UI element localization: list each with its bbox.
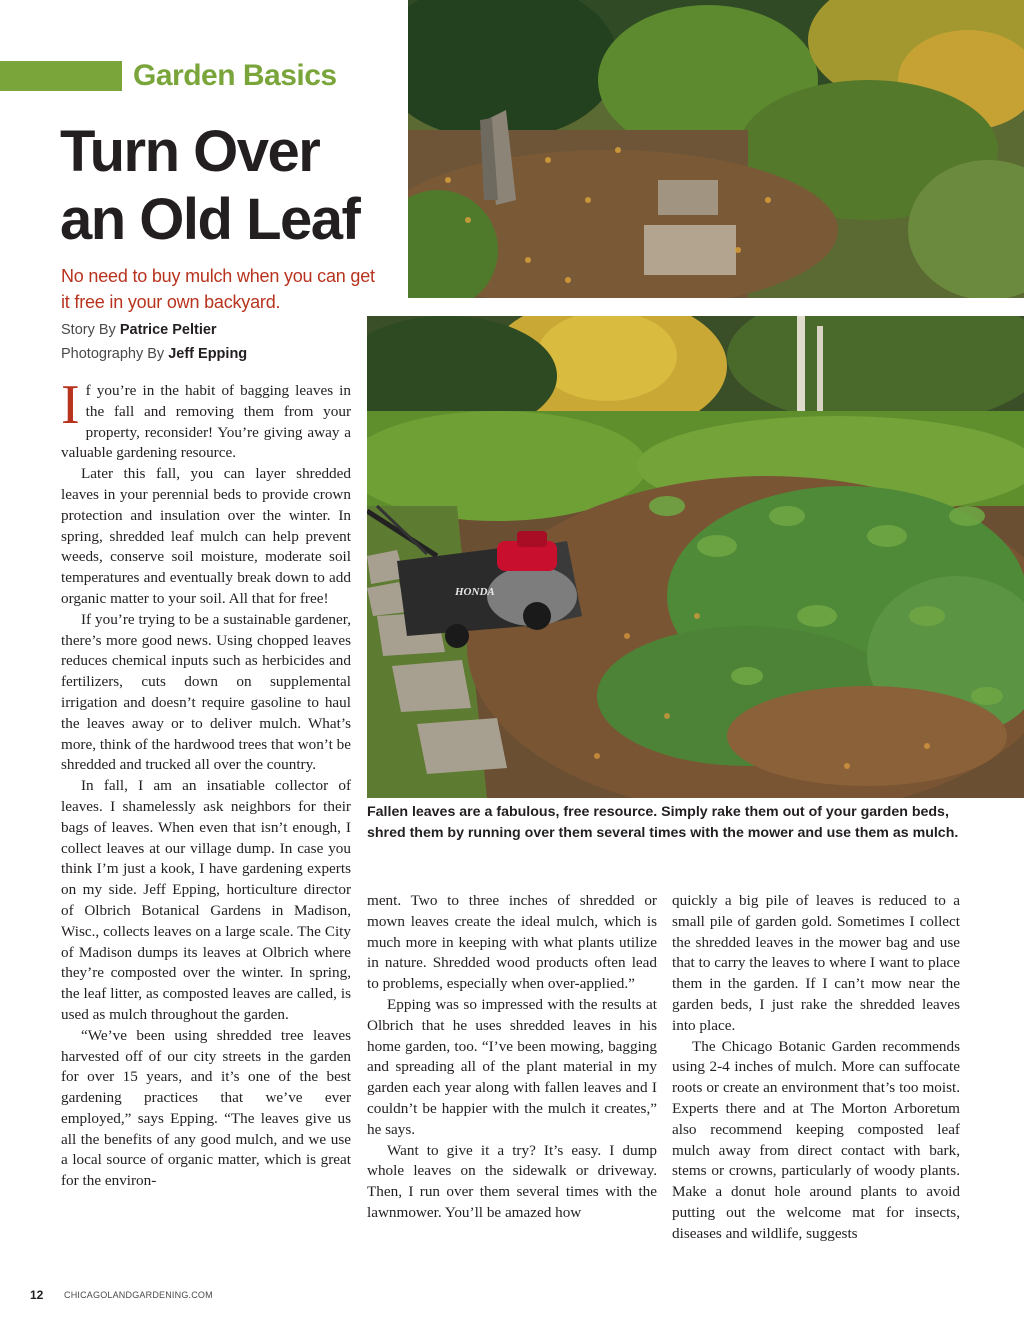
drop-cap: I bbox=[61, 374, 80, 436]
mowing-leaves-photo bbox=[367, 316, 1024, 798]
paragraph: Epping was so impressed with the results at Olbrich that he uses shredded leaves in his home garden, too. “I’ve been mowing, bagging and spreading all of the plant material in my garden each year along with fallen leaves and I couldn’t be happier with the mulch it creates,” he says. bbox=[367, 995, 657, 1138]
photographer-name: Jeff Epping bbox=[168, 346, 248, 362]
paragraph: If you’re trying to be a sustainable gardener, there’s more good news. Using chopped leaves reduces chemical inputs such as herbicides and fertilizers, cuts down on supplemental irrigation and doesn’t require gasoline to haul the leaves away or to deliver mulch. What’s more, think of the hardwood trees that won’t be shredded and trucked all over the country. bbox=[61, 610, 351, 774]
paragraph: In fall, I am an insatiable collector of leaves. I shamelessly ask neighbors for their bags of leaves. When even that isn’t enough, I collect leaves at our village dump. In case you think I’m just a kook, I have gardening experts on my side. Jeff Epping, horticulture director of Olbrich Botanical Gardens in Madison, Wisc., collects leaves on a large scale. The City of Madison dumps its leaves at Olbrich where they’re composted over the winter. In spring, the leaf litter, as composted leaves are called, is used as mulch throughout the garden. bbox=[61, 777, 351, 1023]
body-column-2 bbox=[367, 891, 657, 1224]
story-credit bbox=[61, 320, 217, 340]
paragraph: quickly a big pile of leaves is reduced to a small pile of garden gold. Sometimes I collect the shredded leaves in the mower bag and use that to carry the leaves to where I want to place them in the garden. If I can’t mow near the garden beds, I just rake the shredded leaves into place. bbox=[672, 892, 960, 1034]
body-column-3 bbox=[672, 891, 960, 1245]
paragraph: The Chicago Botanic Garden recommends using 2-4 inches of mulch. More can suffocate roots or create an environment that’s too moist. Experts there and at The Morton Arboretum also recommend keeping composted leaf mulch away from direct contact with bark, stems or crowns, particularly of woody plants. Make a donut hole around plants to avoid putting out the welcome mat for insects, diseases and wildlife, suggests bbox=[672, 1037, 960, 1242]
garden-bed-image bbox=[408, 0, 1024, 298]
paragraph: ment. Two to three inches of shredded or mown leaves create the ideal mulch, which is much more in keeping with what plants utilize in nature. Shredded wood products often lead to problems, especially when over-applied.” bbox=[367, 892, 657, 993]
body-column-1 bbox=[61, 374, 351, 1192]
site-url: CHICAGOLANDGARDENING.COM bbox=[64, 1290, 213, 1300]
paragraph-text: f you’re in the habit of bagging leaves in the fall and removing them from your property, reconsider! You’re giving away a valuable gardening resource. bbox=[61, 382, 351, 462]
section-accent-bar bbox=[0, 61, 122, 91]
garden-bed-photo bbox=[408, 0, 1024, 298]
article-title bbox=[60, 118, 359, 254]
title-line-2: an Old Leaf bbox=[60, 187, 360, 252]
mowing-leaves-image bbox=[367, 316, 1024, 798]
photo-credit bbox=[61, 344, 247, 364]
mower-brand-label: HONDA bbox=[455, 586, 495, 598]
author-name: Patrice Peltier bbox=[119, 322, 217, 338]
article-subtitle: No need to buy mulch when you can get it free in your own backyard. bbox=[61, 266, 375, 312]
title-line-1: Turn Over bbox=[60, 119, 320, 184]
page-number: 12 bbox=[30, 1288, 44, 1302]
paragraph bbox=[61, 374, 351, 464]
paragraph: “We’ve been using shredded tree leaves harvested off of our city streets in the garden for over 15 years, and it’s one of the best gardening practices that we’ve ever employed,” says Epping. “The leaves give us all the benefits of any good mulch, and we use a local source of organic matter, which is great for the environ- bbox=[61, 1026, 351, 1190]
story-prefix: Story By bbox=[61, 322, 116, 338]
section-label: Garden Basics bbox=[133, 59, 337, 92]
photo-prefix: Photography By bbox=[61, 346, 165, 362]
paragraph: Later this fall, you can layer shredded leaves in your perennial beds to provide crown protection and insulation over the winter. In spring, shredded leaf mulch can help prevent weeds, conserve soil moisture, moderate soil temperatures and eventually break down to add organic matter to your soil. All that for free! bbox=[61, 465, 351, 607]
photo-caption: Fallen leaves are a fabulous, free resource. Simply rake them out of your garden beds, shred them by running over them several times with the mower and use them as mulch. bbox=[367, 804, 959, 841]
paragraph: Want to give it a try? It’s easy. I dump whole leaves on the sidewalk or driveway. Then, I run over them several times with the lawnmower. You’ll be amazed how bbox=[367, 1141, 657, 1221]
